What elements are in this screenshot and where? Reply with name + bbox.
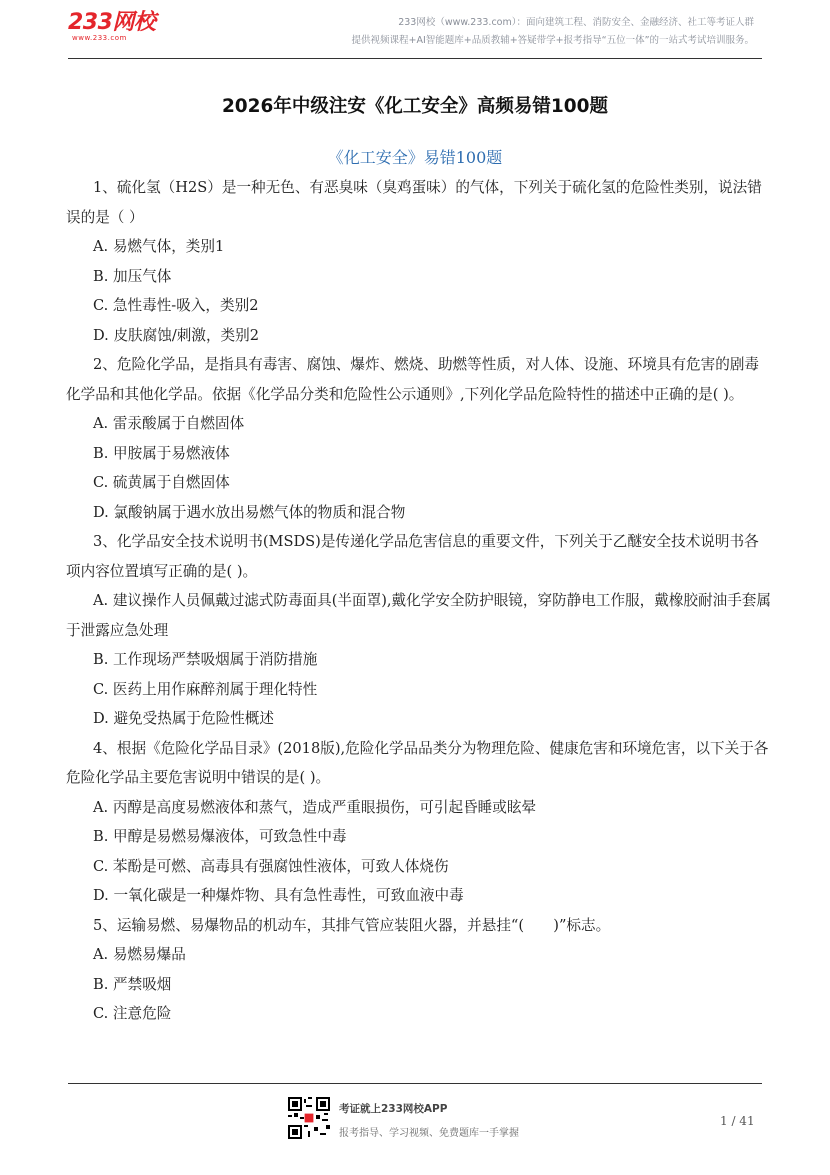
question-option: B. 工作现场严禁吸烟属于消防措施 (93, 651, 318, 668)
question-stem: 1、硫化氢（H2S）是一种无色、有恶臭味（臭鸡蛋味）的气体，下列关于硫化氢的危险性类别，说法错误的是（ ） (66, 179, 762, 226)
question-option: B. 加压气体 (93, 267, 172, 285)
qr-code-icon[interactable] (288, 1097, 330, 1139)
question-option: D. 一氧化碳是一种爆炸物、具有急性毒性，可致血液中毒 (93, 887, 464, 904)
question-option: D. 氯酸钠属于遇水放出易燃气体的物质和混合物 (93, 503, 406, 521)
question-option: C. 急性毒性-吸入，类别2 (93, 297, 259, 314)
question-list (66, 173, 772, 1029)
question-option: C. 硫黄属于自燃固体 (93, 474, 230, 491)
question-option: B. 严禁吸烟 (93, 975, 172, 993)
question-stem: 3、化学品安全技术说明书(MSDS)是传递化学品危害信息的重要文件，下列关于乙醚安全技术说明书各项内容位置填写正确的是( )。 (66, 533, 759, 580)
header-info-line1: 233网校（www.233.com）：面向建筑工程、消防安全、金融经济、社工等考证人群 (398, 17, 754, 28)
question-option: A. 雷汞酸属于自燃固体 (93, 415, 245, 432)
page-number: 1 / 41 (720, 1114, 755, 1128)
header-info-line2: 提供视频课程+AI智能题库+品质教辅+答疑带学+报考指导“五位一体”的一站式考试培训服务。 (351, 35, 754, 46)
header-info (352, 14, 755, 50)
question-stem: 4、根据《危险化学品目录》(2018版),危险化学品品类分为物理危险、健康危害和环境危害，以下关于各危险化学品主要危害说明中错误的是( )。 (66, 739, 769, 786)
page-header (68, 0, 762, 58)
footer-divider (68, 1083, 762, 1084)
question-stem: 2、危险化学品，是指具有毒害、腐蚀、爆炸、燃烧、助燃等性质，对人体、设施、环境具有危害的剧毒化学品和其他化学品。依据《化学品分类和危险性公示通则》,下列化学品危险特性的描述中正确的是( )。 (66, 356, 760, 403)
question-stem: 5、运输易燃、易爆物品的机动车，其排气管应装阻火器，并悬挂“( )”标志。 (93, 916, 611, 934)
app-promo-title: 考证就上233网校APP (339, 1103, 448, 1115)
question-option: B. 甲醇是易燃易爆液体，可致急性中毒 (93, 828, 347, 845)
document-subtitle: 《化工安全》易错100题 (327, 148, 503, 167)
app-promo-subtitle: 报考指导、学习视频、免费题库一手掌握 (339, 1128, 519, 1139)
question-option: A. 易燃气体，类别1 (93, 238, 225, 255)
question-option: C. 注意危险 (93, 1005, 172, 1022)
logo-text: 233网校 (68, 10, 156, 35)
question-option: A. 建议操作人员佩戴过滤式防毒面具(半面罩),戴化学安全防护眼镜，穿防静电工作服，戴橡胶耐油手套属于泄露应急处理 (66, 592, 771, 639)
question-option: A. 易燃易爆品 (93, 946, 186, 963)
question-option: C. 医药上用作麻醉剂属于理化特性 (93, 680, 318, 698)
question-option: D. 皮肤腐蚀/刺激，类别2 (93, 326, 260, 344)
question-option: C. 苯酚是可燃、高毒具有强腐蚀性液体，可致人体烧伤 (93, 857, 449, 875)
question-option: B. 甲胺属于易燃液体 (93, 444, 230, 462)
logo-url: www.233.com (72, 34, 127, 42)
question-option: D. 避免受热属于危险性概述 (93, 710, 274, 727)
question-option: A. 丙醇是高度易燃液体和蒸气，造成严重眼损伤，可引起昏睡或眩晕 (93, 798, 537, 816)
document-title: 2026年中级注安《化工安全》高频易错100题 (221, 96, 609, 117)
header-divider (68, 58, 762, 59)
brand-logo[interactable] (68, 12, 155, 42)
